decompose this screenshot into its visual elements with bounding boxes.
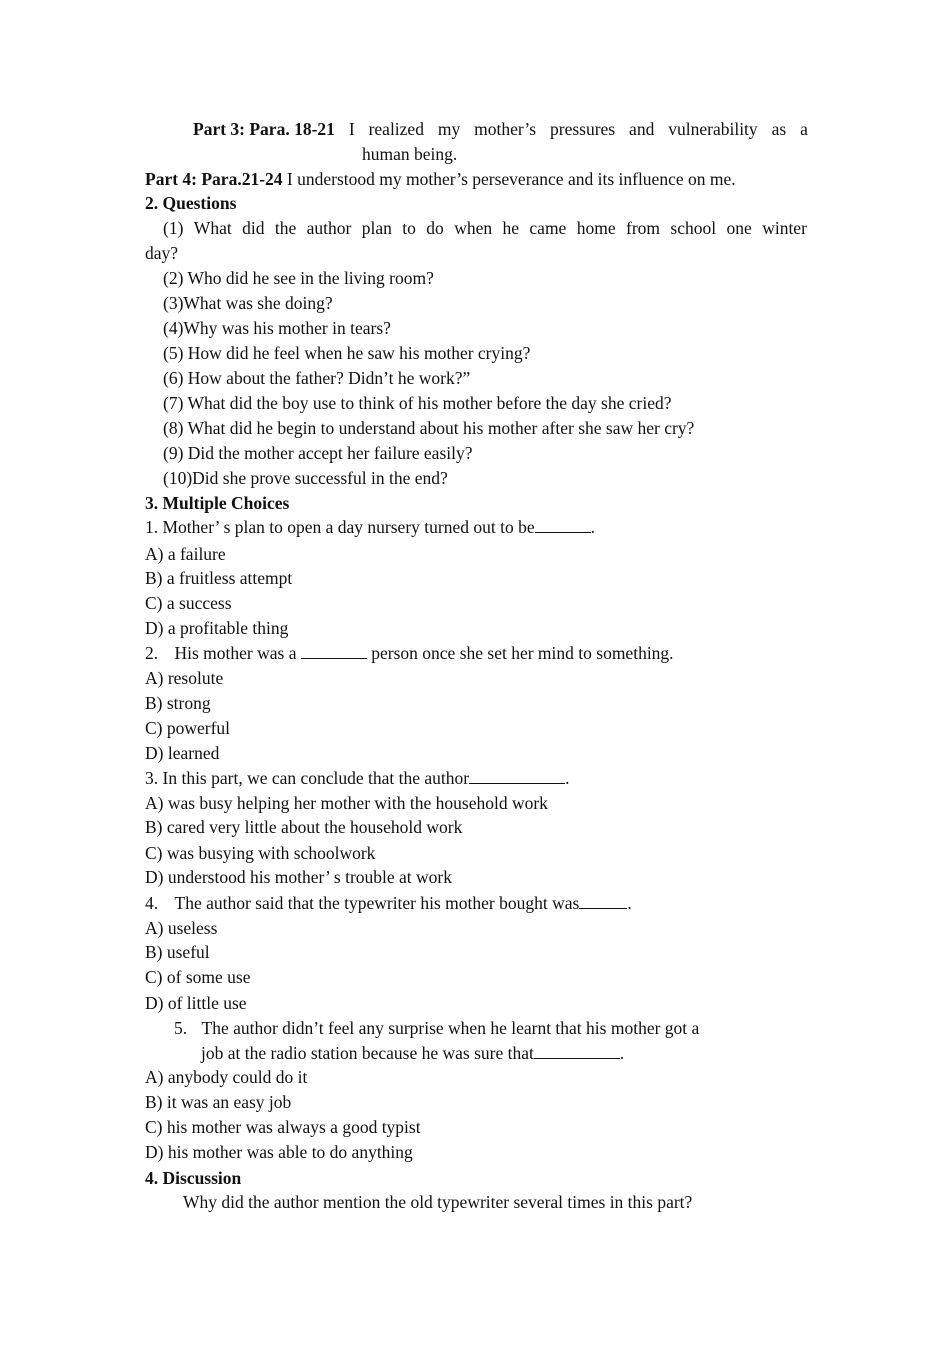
mc-q2-option-d: D) learned [145,743,220,763]
q1-word: the [274,218,297,238]
question-6: (6) How about the father? Didn’t he work?” [163,368,471,388]
mc-q1-stem [145,515,595,540]
q1-word: he [502,218,520,238]
q1-word: school [670,218,717,238]
q1-word: winter [762,218,807,238]
question-5: (5) How did he feel when he saw his mother crying? [163,343,531,363]
q1-word: came [529,218,567,238]
q1-word: to [402,218,416,238]
mc-q4-option-b: B) useful [145,942,210,962]
q1-word: home [576,218,616,238]
part4-text: I understood my mother’s perseverance and its influence on me. [286,169,736,189]
mc-q2-option-a: A) resolute [145,668,224,688]
mc-q1-option-c: C) a success [145,593,232,613]
part3-continuation: human being. [362,144,458,164]
period: . [627,893,632,913]
answer-blank [535,518,591,533]
mc-q2-option-c: C) powerful [145,718,231,738]
period: . [619,1043,625,1063]
mc-q3-option-d: D) understood his mother’ s trouble at work [145,867,453,887]
q1-word: one [726,218,752,238]
period: . [565,768,570,788]
mc-q3-option-b: B) cared very little about the household work [145,817,463,837]
mc-q2-post: person once she set her mind to something. [371,643,674,663]
answer-blank [579,894,627,909]
q1-word: did [242,218,265,238]
part4-line [145,167,736,192]
mc-q5-option-d: D) his mother was able to do anything [145,1142,413,1162]
mc-q1-option-d: D) a profitable thing [145,618,289,638]
q1-word: when [454,218,493,238]
mc-q3-stem [145,766,570,791]
mc-q1-text: 1. Mother’ s plan to open a day nursery turned out to be [145,517,535,537]
question-2: (2) Who did he see in the living room? [163,268,434,288]
answer-blank [534,1044,620,1059]
mc-q4-option-a: A) useless [145,918,218,938]
part3-word: as [771,119,787,139]
mc-q5-number: 5. [174,1018,188,1038]
mc-q2-option-b: B) strong [145,693,211,713]
part3-word: mother’s [474,119,537,139]
mc-q1-option-b: B) a fruitless attempt [145,568,293,588]
discussion-text: Why did the author mention the old typewriter several times in this part? [183,1192,693,1212]
mc-q3-option-c: C) was busying with schoolwork [145,843,376,863]
mc-q5-stem-line2 [201,1041,624,1066]
questions-heading: 2. Questions [145,193,237,213]
mc-q2-stem [145,641,674,666]
part3-word: pressures [550,119,616,139]
mc-q1-option-a: A) a failure [145,544,226,564]
part4-label: Part 4: Para.21-24 [145,169,283,189]
mc-q4-text: The author said that the typewriter his mother bought was [174,893,580,913]
question-10: (10)Did she prove successful in the end? [163,468,448,488]
mc-q5-text-cont: job at the radio station because he was sure that [201,1043,534,1063]
part3-word: vulnerability [668,119,758,139]
part3-word: and [629,119,655,139]
mc-q3-option-a: A) was busy helping her mother with the household work [145,793,548,813]
answer-blank [469,769,565,784]
mc-q5-option-a: A) anybody could do it [145,1067,308,1087]
question-1 [163,216,807,241]
discussion-heading: 4. Discussion [145,1168,242,1188]
q1-word: (1) [163,218,184,238]
question-9: (9) Did the mother accept her failure easily? [163,443,473,463]
question-4: (4)Why was his mother in tears? [163,318,391,338]
mc-q5-stem-line1 [174,1016,699,1041]
q1-word: author [306,218,352,238]
mc-q5-text: The author didn’t feel any surprise when he learnt that his mother got a [201,1018,700,1038]
mc-q2-pre: His mother was a [174,643,297,663]
part3-word: a [800,119,808,139]
mc-q3-text: 3. In this part, we can conclude that the author [145,768,470,788]
question-8: (8) What did he begin to understand about his mother after she saw her cry? [163,418,695,438]
part3-word: my [437,119,461,139]
q1-word: What [193,218,232,238]
question-7: (7) What did the boy use to think of his mother before the day she cried? [163,393,672,413]
part3-word: I [348,119,355,139]
answer-blank [301,644,367,659]
q1-word: from [626,218,661,238]
part3-line [193,117,808,142]
part3-word: realized [368,119,424,139]
part3-label: Part 3: Para. 18-21 [193,119,335,139]
mc-q5-option-b: B) it was an easy job [145,1092,292,1112]
mc-heading: 3. Multiple Choices [145,493,290,513]
mc-q2-number: 2. [145,643,159,663]
mc-q4-option-c: C) of some use [145,967,251,987]
question-1-cont: day? [145,243,179,263]
period: . [590,517,595,537]
q1-word: plan [361,218,392,238]
mc-q4-stem [145,891,632,916]
question-3: (3)What was she doing? [163,293,333,313]
mc-q4-option-d: D) of little use [145,993,247,1013]
mc-q5-option-c: C) his mother was always a good typist [145,1117,421,1137]
mc-q4-number: 4. [145,893,159,913]
q1-word: do [426,218,444,238]
